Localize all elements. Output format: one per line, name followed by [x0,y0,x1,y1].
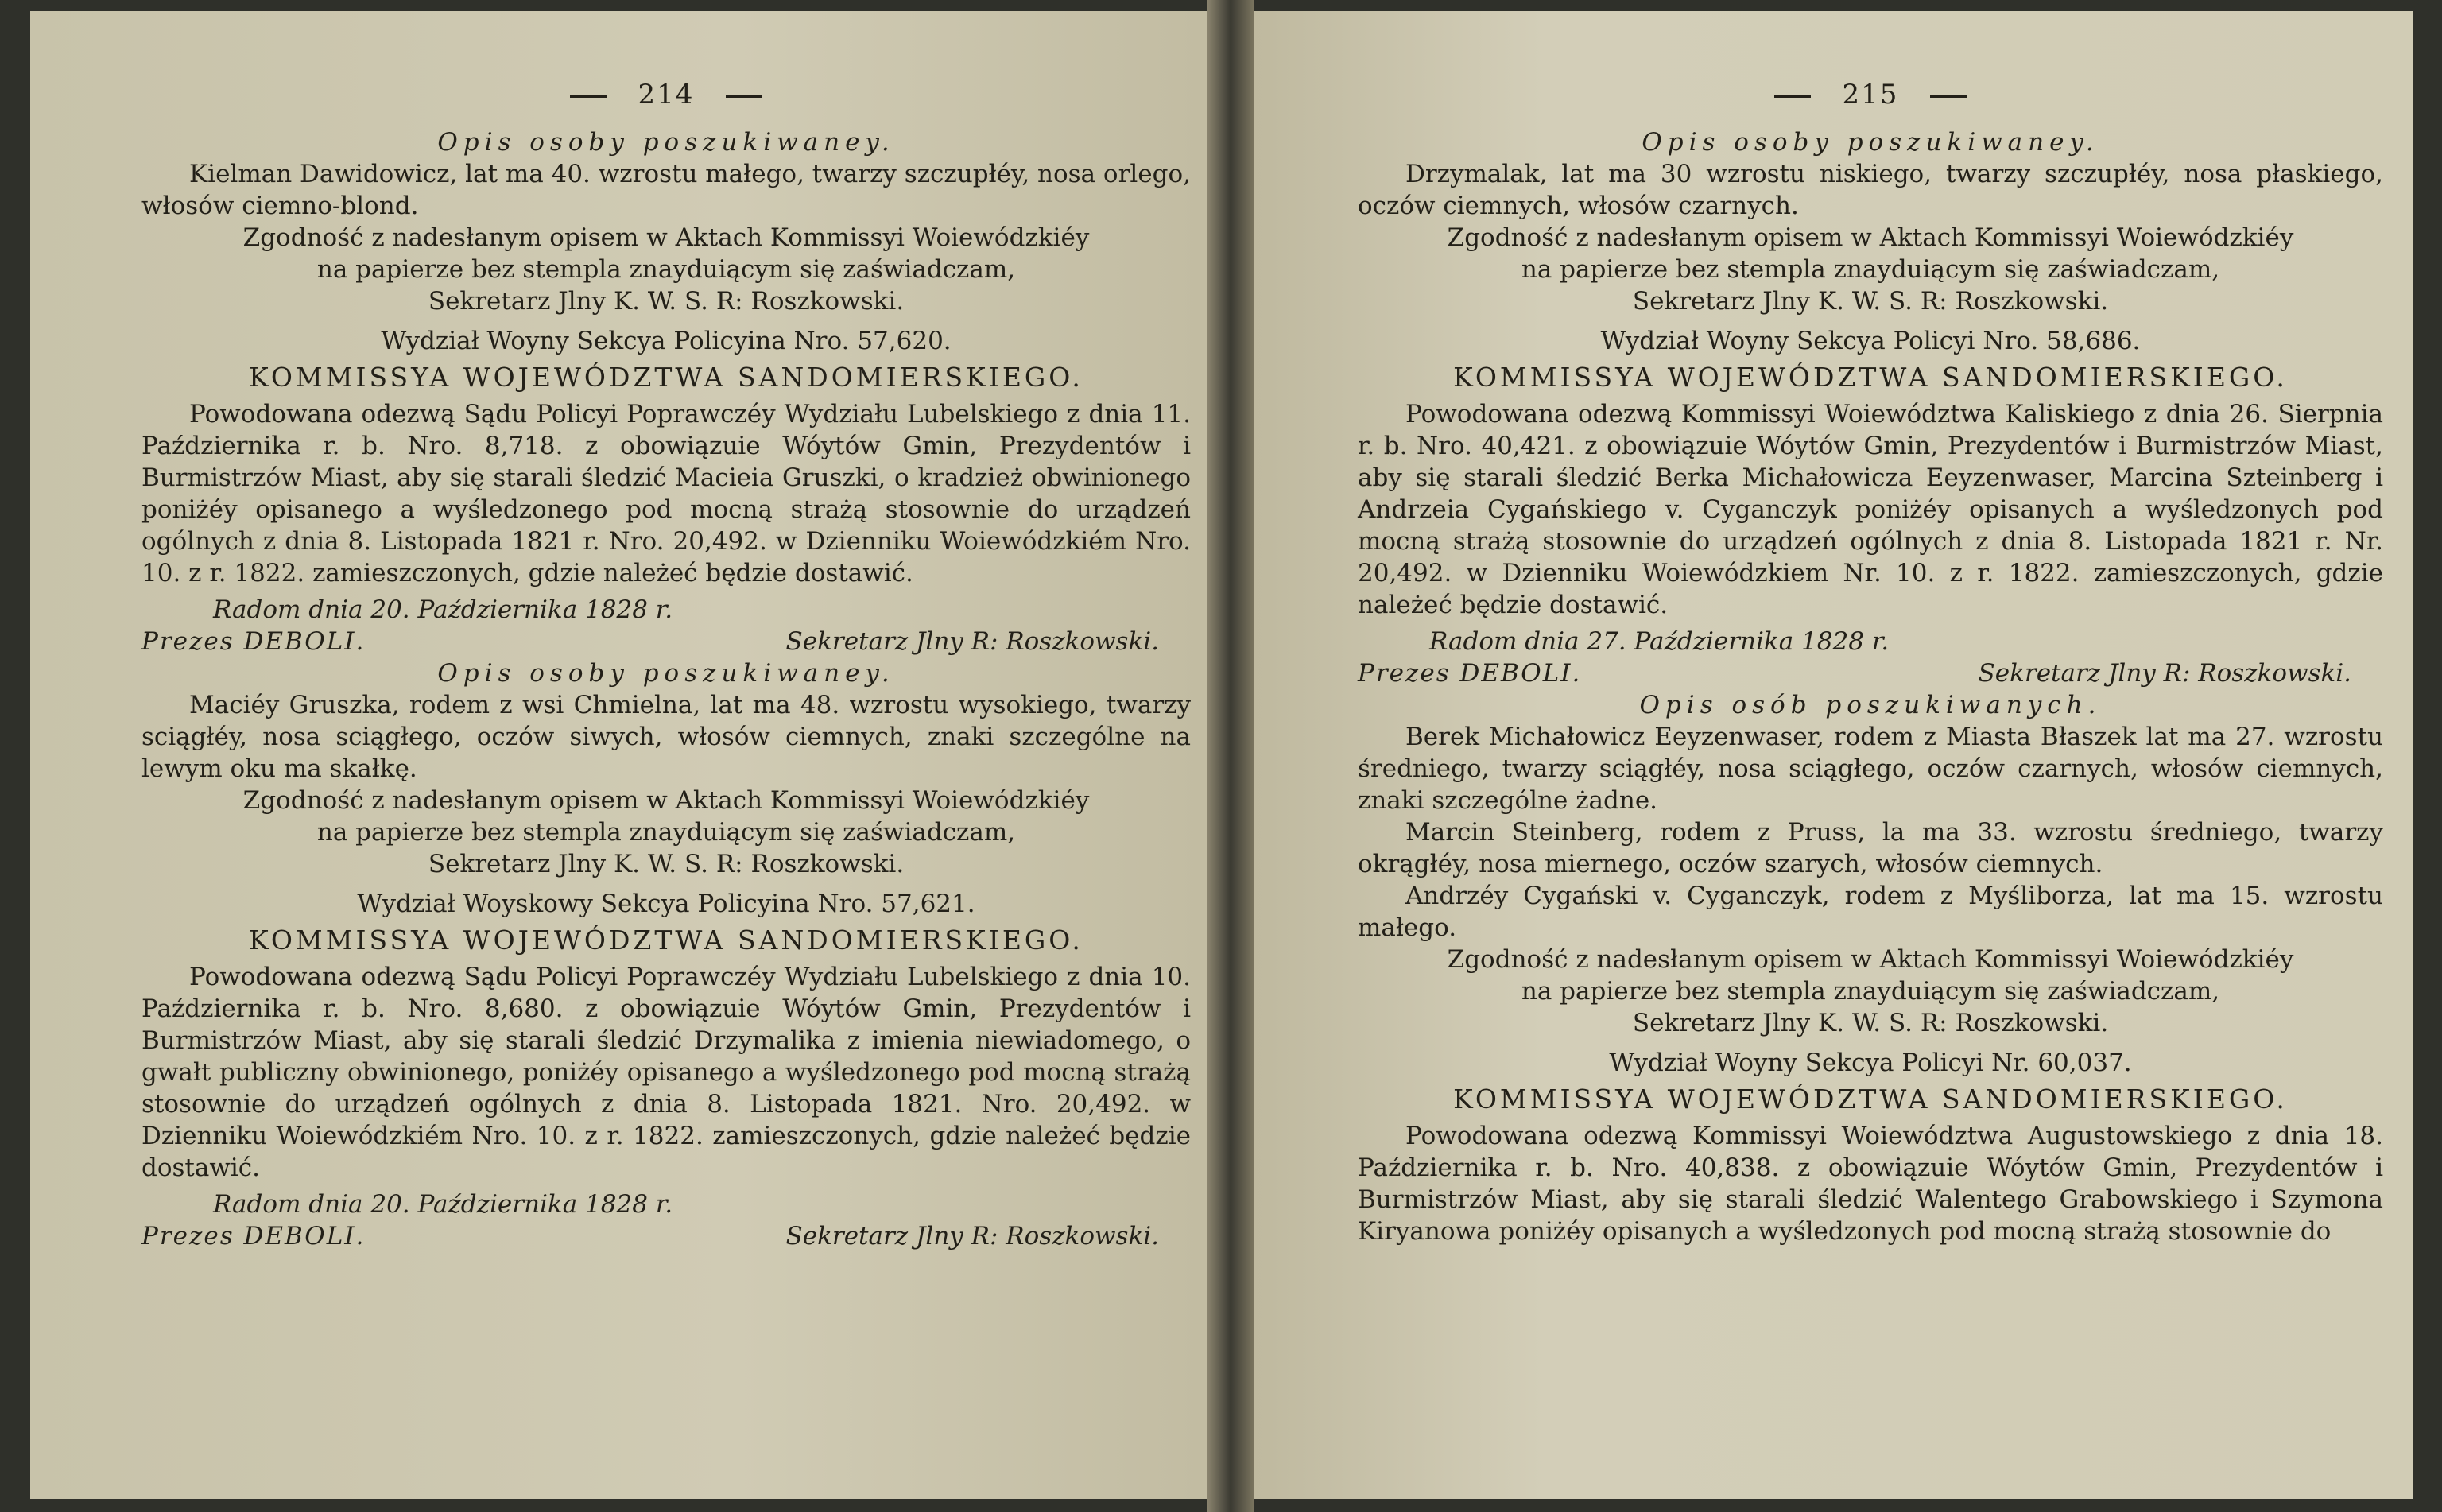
place-date: Radom dnia 20. Października 1828 r. [213,595,673,624]
signature-row [141,626,1159,657]
commission-title: KOMMISSYA WOJEWÓDZTWA SANDOMIERSKIEGO. [1453,362,2288,393]
page-number-text: 215 [1842,79,1899,110]
entry-heading: Opis osoby poszukiwaney. [437,128,895,157]
entry-body: Andrzéy Cygański v. Cyganczyk, rodem z Myśliborza, lat ma 15. wzrostu małego. [1358,882,2383,942]
entry-body: Marcin Steinberg, rodem z Pruss, la ma 33. wzrostu średniego, twarzy okrągłéy, nosa miernego, oczów szarych, włosów ciemnych. [1358,818,2383,878]
department-line: Wydział Woyskowy Sekcya Policyina Nro. 57,621. [357,890,975,918]
department-line: Wydział Woyny Sekcya Policyi Nr. 60,037. [1609,1049,2132,1077]
department-line: Wydział Woyny Sekcya Policyi Nro. 58,686. [1600,327,2141,355]
right-page-content [1358,79,2383,1247]
attestation-line: Zgodność z nadesłanym opisem w Aktach Kommissyi Woiewódzkiéy [242,223,1090,252]
entry-body: Maciéy Gruszka, rodem z wsi Chmielna, lat ma 48. wzrostu wysokiego, twarzy sciągłéy, nosa sciągłego, oczów siwych, włosów ciemnych, znaki szczególne na lewym oku ma skałkę. [141,691,1191,783]
entry-heading: Opis osoby poszukiwaney. [437,659,895,688]
place-date: Radom dnia 27. Października 1828 r. [1429,627,1890,656]
attestation-line: Zgodność z nadesłanym opisem w Aktach Kommissyi Woiewódzkiéy [242,786,1090,815]
entry-body: Powodowana odezwą Kommissyi Woiewództwa Kaliskiego z dnia 26. Sierpnia r. b. Nro. 40,421. z obowiązuie Wóytów Gmin, Prezydentów i Burmistrzów Miast, aby się starali śledzić Berka Michałowicza Eeyzenwaser, Marcina Szteinberg i Andrzeia Cygańskiego v. Cyganczyk poniżéy opisanych a wyśledzonych pod mocną strażą stosownie do urządzeń ogólnych z dnia 8. Listopada 1821 r. Nr. 20,492. w Dzienniku Woiewódzkiem Nr. 10. z r. 1822. zamieszczonych, gdzie należeć będzie dostawić. [1358,400,2383,619]
president-signature: Prezes DEBOLI. [1358,659,1582,688]
entry-body: Powodowana odezwą Kommissyi Woiewództwa Augustowskiego z dnia 18. Października r. b. Nro. 40,838. z obowiązuie Wóytów Gmin, Prezydentów i Burmistrzów Miast, aby się starali śledzić Walentego Grabowskiego i Szymona Kiryanowa poniżéy opisanych a wyśledzonych pod mocną strażą stosownie do [1358,1122,2383,1246]
entry-body: Berek Michałowicz Eeyzenwaser, rodem z Miasta Błaszek lat ma 27. wzrostu średniego, twarzy sciągłéy, nosa sciągłego, oczów czarnych, włosów ciemnych, znaki szczególne żadne. [1358,723,2383,815]
secretary-signature: Sekretarz Jlny R: Roszkowski. [785,1222,1159,1250]
signature-row [141,1220,1159,1252]
attestation-line: na papierze bez stempla znayduiącym się zaświadczam, [1521,255,2220,284]
president-signature: Prezes DEBOLI. [141,627,366,656]
entry-body: Drzymalak, lat ma 30 wzrostu niskiego, twarzy szczupłéy, nosa płaskiego, oczów ciemnych, włosów czarnych. [1358,160,2383,220]
attestation-line: na papierze bez stempla znayduiącym się zaświadczam, [316,818,1016,847]
signature-row [1358,657,2351,689]
attestation-line: na papierze bez stempla znayduiącym się zaświadczam, [316,255,1016,284]
left-page [30,11,1207,1499]
attestation-line: na papierze bez stempla znayduiącym się zaświadczam, [1521,977,2220,1006]
commission-title: KOMMISSYA WOJEWÓDZTWA SANDOMIERSKIEGO. [249,362,1083,393]
commission-title: KOMMISSYA WOJEWÓDZTWA SANDOMIERSKIEGO. [249,925,1083,956]
secretary-line: Sekretarz Jlny K. W. S. R: Roszkowski. [428,287,905,316]
department-line: Wydział Woyny Sekcya Policyina Nro. 57,620. [381,327,952,355]
place-date: Radom dnia 20. Października 1828 r. [213,1190,673,1219]
secretary-line: Sekretarz Jlny K. W. S. R: Roszkowski. [1632,287,2109,316]
attestation-line: Zgodność z nadesłanym opisem w Aktach Kommissyi Woiewódzkiéy [1447,223,2294,252]
commission-title: KOMMISSYA WOJEWÓDZTWA SANDOMIERSKIEGO. [1453,1084,2288,1115]
secretary-signature: Sekretarz Jlny R: Roszkowski. [785,627,1159,656]
page-number-text: 214 [638,79,695,110]
secretary-line: Sekretarz Jlny K. W. S. R: Roszkowski. [428,850,905,878]
attestation-line: Zgodność z nadesłanym opisem w Aktach Kommissyi Woiewódzkiéy [1447,945,2294,974]
page-number-left [141,79,1191,110]
book-gutter [1207,0,1254,1512]
president-signature: Prezes DEBOLI. [141,1222,366,1250]
right-page [1254,11,2413,1499]
page-number-right [1358,79,2383,110]
entry-body: Powodowana odezwą Sądu Policyi Poprawczéy Wydziału Lubelskiego z dnia 10. Października r. b. Nro. 8,680. z obowiązuie Wóytów Gmin, Prezydentów i Burmistrzów Miast, aby się starali śledzić Drzymalika z imienia niewiadomego, o gwałt publiczny obwinionego, poniżéy opisanego a wyśledzonego pod mocną strażą stosownie do urządzeń ogólnych z dnia 8. Listopada 1821. Nro. 20,492. w Dzienniku Woiewódzkiém Nro. 10. z r. 1822. zamieszczonych, gdzie należeć będzie dostawić. [141,963,1191,1182]
left-page-content [141,79,1191,1252]
entry-heading: Opis osoby poszukiwaney. [1642,128,2099,157]
entry-heading: Opis osób poszukiwanych. [1639,691,2102,719]
entry-body: Kielman Dawidowicz, lat ma 40. wzrostu małego, twarzy szczupłéy, nosa orlego, włosów ciemno-blond. [141,160,1192,220]
entry-body: Powodowana odezwą Sądu Policyi Poprawczéy Wydziału Lubelskiego z dnia 11. Października r. b. Nro. 8,718. z obowiązuie Wóytów Gmin, Prezydentów i Burmistrzów Miast, aby się starali śledzić Macieia Gruszki, o kradzież obwinionego poniżéy opisanego a wyśledzonego pod mocną strażą stosownie do urządzeń ogólnych z dnia 8. Listopada 1821 r. Nro. 20,492. w Dzienniku Woiewódzkiém Nro. 10. z r. 1822. zamieszczonych, gdzie należeć będzie dostawić. [141,400,1191,587]
secretary-signature: Sekretarz Jlny R: Roszkowski. [1978,659,2351,688]
secretary-line: Sekretarz Jlny K. W. S. R: Roszkowski. [1632,1009,2109,1037]
